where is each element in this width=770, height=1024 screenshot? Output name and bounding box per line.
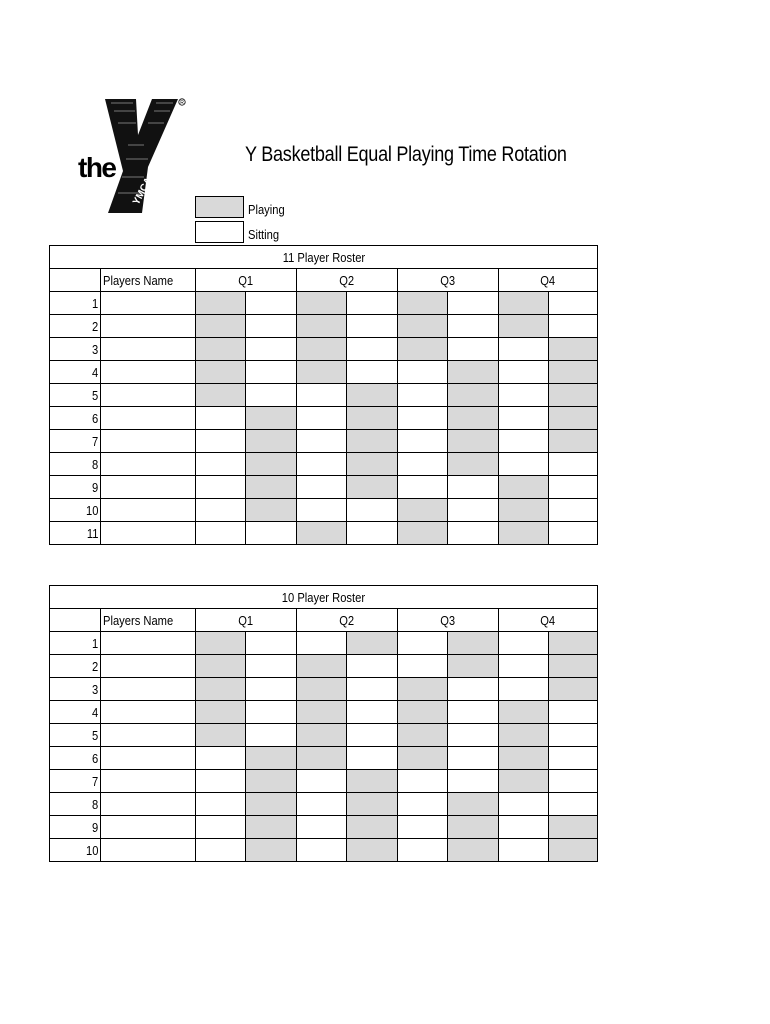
- player-row: [50, 407, 598, 430]
- shift-cell-playing: [549, 632, 598, 655]
- shift-cell-sitting: [398, 839, 448, 862]
- shift-cell-sitting: [297, 793, 347, 816]
- shift-cell-sitting: [549, 770, 598, 793]
- shift-cell-playing: [499, 747, 549, 770]
- shift-cell-sitting: [398, 407, 448, 430]
- shift-cell-sitting: [196, 453, 246, 476]
- shift-cell-playing: [246, 839, 297, 862]
- logo-ymca-text: YMCA: [131, 175, 155, 207]
- player-row: [50, 655, 598, 678]
- shift-cell-playing: [499, 315, 549, 338]
- shift-cell-playing: [347, 770, 398, 793]
- quarter-header-q2: Q2: [297, 269, 398, 292]
- shift-cell-playing: [549, 430, 598, 453]
- shift-cell-playing: [196, 292, 246, 315]
- shift-cell-sitting: [398, 770, 448, 793]
- player-name-cell[interactable]: [101, 632, 196, 655]
- shift-cell-playing: [246, 816, 297, 839]
- shift-cell-sitting: [297, 430, 347, 453]
- player-name-cell[interactable]: [101, 747, 196, 770]
- shift-cell-playing: [246, 770, 297, 793]
- shift-cell-sitting: [499, 632, 549, 655]
- quarter-header-q2: Q2: [297, 609, 398, 632]
- shift-cell-playing: [246, 499, 297, 522]
- shift-cell-sitting: [246, 522, 297, 545]
- header-blank: [50, 609, 101, 632]
- players-name-header: Players Name: [101, 609, 196, 632]
- shift-cell-playing: [297, 522, 347, 545]
- shift-cell-sitting: [196, 407, 246, 430]
- shift-cell-sitting: [549, 522, 598, 545]
- shift-cell-playing: [448, 430, 499, 453]
- roster-table-11: [49, 245, 598, 545]
- shift-cell-sitting: [499, 839, 549, 862]
- shift-cell-sitting: [398, 793, 448, 816]
- shift-cell-playing: [448, 816, 499, 839]
- shift-cell-sitting: [297, 407, 347, 430]
- shift-cell-sitting: [448, 499, 499, 522]
- shift-cell-sitting: [398, 632, 448, 655]
- shift-cell-playing: [196, 384, 246, 407]
- shift-cell-sitting: [398, 453, 448, 476]
- shift-cell-sitting: [398, 361, 448, 384]
- shift-cell-sitting: [549, 292, 598, 315]
- shift-cell-sitting: [196, 499, 246, 522]
- shift-cell-playing: [297, 724, 347, 747]
- player-row: [50, 292, 598, 315]
- player-row: [50, 430, 598, 453]
- player-row: [50, 338, 598, 361]
- player-number: 3: [50, 338, 101, 361]
- quarter-header-q4: Q4: [499, 269, 598, 292]
- shift-cell-playing: [347, 816, 398, 839]
- player-name-cell[interactable]: [101, 701, 196, 724]
- shift-cell-playing: [347, 453, 398, 476]
- player-row: [50, 361, 598, 384]
- shift-cell-playing: [499, 770, 549, 793]
- player-row: [50, 747, 598, 770]
- shift-cell-sitting: [398, 384, 448, 407]
- player-number: 1: [50, 292, 101, 315]
- player-name-cell[interactable]: [101, 315, 196, 338]
- shift-cell-playing: [549, 407, 598, 430]
- legend-playing-swatch: [195, 196, 244, 218]
- svg-text:R: R: [180, 100, 184, 106]
- player-name-cell[interactable]: [101, 522, 196, 545]
- shift-cell-playing: [499, 499, 549, 522]
- shift-cell-playing: [347, 793, 398, 816]
- player-name-cell[interactable]: [101, 384, 196, 407]
- shift-cell-sitting: [347, 747, 398, 770]
- shift-cell-playing: [549, 678, 598, 701]
- shift-cell-sitting: [246, 292, 297, 315]
- player-name-cell[interactable]: [101, 724, 196, 747]
- player-row: [50, 384, 598, 407]
- shift-cell-playing: [196, 338, 246, 361]
- player-name-cell[interactable]: [101, 361, 196, 384]
- page-title: Y Basketball Equal Playing Time Rotation: [245, 143, 567, 166]
- shift-cell-sitting: [448, 724, 499, 747]
- shift-cell-sitting: [499, 430, 549, 453]
- shift-cell-playing: [448, 632, 499, 655]
- shift-cell-playing: [499, 701, 549, 724]
- shift-cell-sitting: [398, 816, 448, 839]
- player-name-cell[interactable]: [101, 292, 196, 315]
- shift-cell-sitting: [499, 453, 549, 476]
- shift-cell-sitting: [448, 522, 499, 545]
- shift-cell-sitting: [246, 384, 297, 407]
- player-number: 8: [50, 793, 101, 816]
- shift-cell-playing: [347, 839, 398, 862]
- shift-cell-playing: [347, 632, 398, 655]
- shift-cell-playing: [398, 292, 448, 315]
- shift-cell-sitting: [448, 747, 499, 770]
- shift-cell-sitting: [499, 655, 549, 678]
- player-number: 5: [50, 724, 101, 747]
- player-number: 7: [50, 770, 101, 793]
- shift-cell-playing: [448, 839, 499, 862]
- player-row: [50, 793, 598, 816]
- shift-cell-sitting: [549, 453, 598, 476]
- roster-table-10: [49, 585, 598, 862]
- shift-cell-sitting: [347, 499, 398, 522]
- shift-cell-playing: [398, 315, 448, 338]
- shift-cell-sitting: [246, 315, 297, 338]
- quarter-header-q3: Q3: [398, 269, 499, 292]
- shift-cell-sitting: [297, 839, 347, 862]
- shift-cell-playing: [297, 747, 347, 770]
- player-name-cell[interactable]: [101, 678, 196, 701]
- shift-cell-playing: [549, 384, 598, 407]
- shift-cell-sitting: [347, 315, 398, 338]
- shift-cell-playing: [246, 453, 297, 476]
- shift-cell-sitting: [347, 292, 398, 315]
- legend-sitting-label: Sitting: [248, 227, 280, 242]
- shift-cell-sitting: [448, 292, 499, 315]
- shift-cell-sitting: [246, 338, 297, 361]
- shift-cell-playing: [196, 655, 246, 678]
- shift-cell-playing: [499, 724, 549, 747]
- player-number: 6: [50, 747, 101, 770]
- player-name-cell[interactable]: [101, 476, 196, 499]
- player-row: [50, 453, 598, 476]
- shift-cell-sitting: [448, 315, 499, 338]
- legend-sitting-swatch: [195, 221, 244, 243]
- player-row: [50, 522, 598, 545]
- player-row: [50, 476, 598, 499]
- player-number: 3: [50, 678, 101, 701]
- shift-cell-sitting: [499, 407, 549, 430]
- shift-cell-sitting: [297, 453, 347, 476]
- shift-cell-sitting: [297, 632, 347, 655]
- shift-cell-sitting: [549, 315, 598, 338]
- shift-cell-playing: [549, 655, 598, 678]
- shift-cell-playing: [398, 499, 448, 522]
- shift-cell-playing: [196, 361, 246, 384]
- player-number: 9: [50, 476, 101, 499]
- players-name-header: Players Name: [101, 269, 196, 292]
- player-number: 10: [50, 839, 101, 862]
- shift-cell-sitting: [549, 793, 598, 816]
- shift-cell-sitting: [398, 430, 448, 453]
- shift-cell-playing: [398, 701, 448, 724]
- shift-cell-sitting: [246, 678, 297, 701]
- shift-cell-sitting: [246, 655, 297, 678]
- shift-cell-playing: [246, 430, 297, 453]
- roster-caption: 11 Player Roster: [50, 246, 598, 269]
- player-number: 9: [50, 816, 101, 839]
- player-name-cell[interactable]: [101, 430, 196, 453]
- player-row: [50, 770, 598, 793]
- player-row: [50, 839, 598, 862]
- shift-cell-sitting: [448, 701, 499, 724]
- shift-cell-sitting: [549, 499, 598, 522]
- player-row: [50, 499, 598, 522]
- shift-cell-sitting: [347, 701, 398, 724]
- player-number: 4: [50, 361, 101, 384]
- quarter-header-q4: Q4: [499, 609, 598, 632]
- shift-cell-sitting: [246, 632, 297, 655]
- legend-playing-label: Playing: [248, 202, 285, 217]
- shift-cell-sitting: [448, 770, 499, 793]
- player-row: [50, 632, 598, 655]
- quarter-header-q1: Q1: [196, 269, 297, 292]
- shift-cell-playing: [499, 522, 549, 545]
- shift-cell-sitting: [297, 499, 347, 522]
- player-name-cell[interactable]: [101, 839, 196, 862]
- shift-cell-sitting: [549, 747, 598, 770]
- shift-cell-sitting: [499, 678, 549, 701]
- shift-cell-playing: [196, 701, 246, 724]
- player-number: 1: [50, 632, 101, 655]
- shift-cell-playing: [448, 793, 499, 816]
- shift-cell-sitting: [246, 701, 297, 724]
- shift-cell-sitting: [196, 793, 246, 816]
- shift-cell-sitting: [499, 338, 549, 361]
- shift-cell-playing: [398, 522, 448, 545]
- shift-cell-sitting: [499, 816, 549, 839]
- shift-cell-playing: [549, 839, 598, 862]
- shift-cell-playing: [398, 747, 448, 770]
- shift-cell-playing: [398, 338, 448, 361]
- shift-cell-sitting: [448, 476, 499, 499]
- shift-cell-sitting: [499, 793, 549, 816]
- shift-cell-sitting: [196, 747, 246, 770]
- shift-cell-playing: [297, 315, 347, 338]
- shift-cell-sitting: [448, 338, 499, 361]
- player-row: [50, 724, 598, 747]
- header-blank: [50, 269, 101, 292]
- shift-cell-sitting: [196, 476, 246, 499]
- shift-cell-playing: [196, 724, 246, 747]
- shift-cell-playing: [398, 678, 448, 701]
- shift-cell-playing: [398, 724, 448, 747]
- shift-cell-playing: [448, 453, 499, 476]
- player-number: 11: [50, 522, 101, 545]
- shift-cell-sitting: [196, 816, 246, 839]
- player-number: 6: [50, 407, 101, 430]
- shift-cell-sitting: [196, 430, 246, 453]
- player-number: 4: [50, 701, 101, 724]
- shift-cell-playing: [499, 476, 549, 499]
- shift-cell-sitting: [347, 361, 398, 384]
- shift-cell-sitting: [297, 816, 347, 839]
- player-name-cell[interactable]: [101, 338, 196, 361]
- player-row: [50, 816, 598, 839]
- shift-cell-playing: [448, 655, 499, 678]
- shift-cell-sitting: [347, 655, 398, 678]
- shift-cell-playing: [499, 292, 549, 315]
- player-number: 2: [50, 655, 101, 678]
- player-name-cell[interactable]: [101, 407, 196, 430]
- player-name-cell[interactable]: [101, 816, 196, 839]
- shift-cell-sitting: [499, 384, 549, 407]
- roster-caption: 10 Player Roster: [50, 586, 598, 609]
- player-row: [50, 678, 598, 701]
- shift-cell-sitting: [549, 476, 598, 499]
- shift-cell-sitting: [347, 678, 398, 701]
- shift-cell-playing: [549, 338, 598, 361]
- player-number: 2: [50, 315, 101, 338]
- shift-cell-sitting: [499, 361, 549, 384]
- shift-cell-sitting: [347, 724, 398, 747]
- shift-cell-playing: [347, 476, 398, 499]
- player-name-cell[interactable]: [101, 453, 196, 476]
- player-number: 5: [50, 384, 101, 407]
- shift-cell-playing: [297, 655, 347, 678]
- shift-cell-playing: [246, 476, 297, 499]
- shift-cell-sitting: [297, 770, 347, 793]
- shift-cell-sitting: [549, 724, 598, 747]
- shift-cell-sitting: [297, 384, 347, 407]
- shift-cell-playing: [297, 701, 347, 724]
- shift-cell-sitting: [297, 476, 347, 499]
- player-number: 8: [50, 453, 101, 476]
- player-name-cell[interactable]: [101, 793, 196, 816]
- shift-cell-playing: [448, 384, 499, 407]
- shift-cell-playing: [549, 361, 598, 384]
- shift-cell-playing: [549, 816, 598, 839]
- shift-cell-sitting: [246, 724, 297, 747]
- player-name-cell[interactable]: [101, 655, 196, 678]
- shift-cell-playing: [196, 678, 246, 701]
- shift-cell-sitting: [549, 701, 598, 724]
- player-name-cell[interactable]: [101, 770, 196, 793]
- shift-cell-sitting: [448, 678, 499, 701]
- shift-cell-playing: [297, 292, 347, 315]
- shift-cell-playing: [448, 407, 499, 430]
- shift-cell-playing: [246, 407, 297, 430]
- shift-cell-sitting: [196, 522, 246, 545]
- player-name-cell[interactable]: [101, 499, 196, 522]
- shift-cell-sitting: [196, 770, 246, 793]
- player-row: [50, 701, 598, 724]
- quarter-header-q3: Q3: [398, 609, 499, 632]
- player-number: 7: [50, 430, 101, 453]
- ymca-logo: [78, 95, 188, 220]
- shift-cell-sitting: [196, 839, 246, 862]
- shift-cell-sitting: [398, 655, 448, 678]
- shift-cell-sitting: [398, 476, 448, 499]
- shift-cell-playing: [246, 747, 297, 770]
- quarter-header-q1: Q1: [196, 609, 297, 632]
- shift-cell-playing: [297, 361, 347, 384]
- shift-cell-playing: [297, 678, 347, 701]
- shift-cell-playing: [196, 632, 246, 655]
- shift-cell-sitting: [246, 361, 297, 384]
- logo-the-text: the: [78, 152, 116, 183]
- shift-cell-playing: [347, 430, 398, 453]
- player-number: 10: [50, 499, 101, 522]
- shift-cell-playing: [297, 338, 347, 361]
- shift-cell-playing: [347, 407, 398, 430]
- shift-cell-playing: [448, 361, 499, 384]
- shift-cell-playing: [246, 793, 297, 816]
- shift-cell-playing: [347, 384, 398, 407]
- shift-cell-playing: [196, 315, 246, 338]
- shift-cell-sitting: [347, 338, 398, 361]
- shift-cell-sitting: [347, 522, 398, 545]
- player-row: [50, 315, 598, 338]
